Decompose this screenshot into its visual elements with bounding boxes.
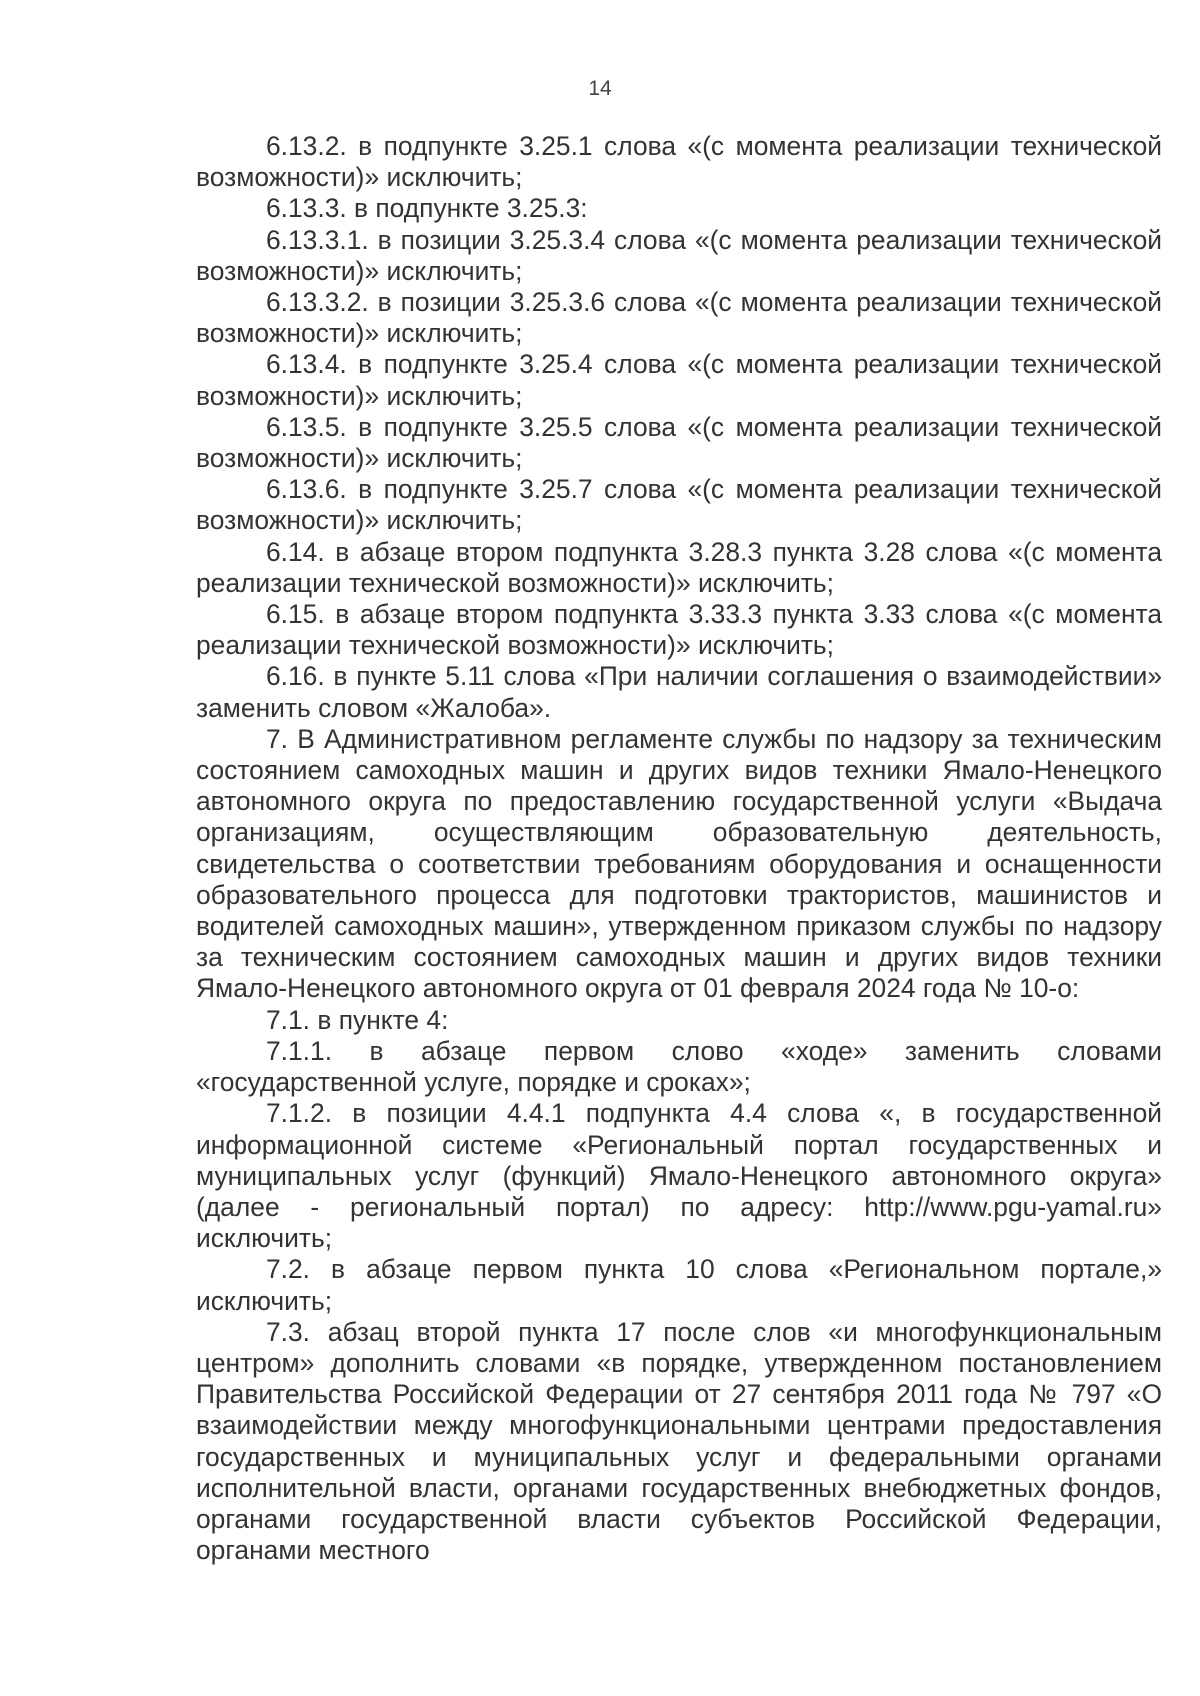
paragraph-6-13-4: 6.13.4. в подпункте 3.25.4 слова «(с момента реализации технической возможности)» исключить; (196, 349, 1162, 411)
paragraph-6-13-6: 6.13.6. в подпункте 3.25.7 слова «(с момента реализации технической возможности)» исключить; (196, 474, 1162, 536)
paragraph-7-3: 7.3. абзац второй пункта 17 после слов «и многофункциональным центром» дополнить словами «в порядке, утвержденном постановлением Правительства Российской Федерации от 27 сентября 2011 года № 797 «О взаимодействии между многофункциональными центрами предоставления государственных и муниципальных услуг и федеральными органами исполнительной власти, органами государственных внебюджетных фондов, органами государственной власти субъектов Российской Федерации, органами местного (196, 1316, 1162, 1566)
paragraph-6-13-3-1: 6.13.3.1. в позиции 3.25.3.4 слова «(с момента реализации технической возможности)» исключить; (196, 224, 1162, 286)
page-number: 14 (588, 77, 612, 100)
paragraph-7-2: 7.2. в абзаце первом пункта 10 слова «Региональном портале,» исключить; (196, 1254, 1162, 1316)
paragraph-6-16: 6.16. в пункте 5.11 слова «При наличии соглашения о взаимодействии» заменить словом «Жалоба». (196, 661, 1162, 723)
paragraph-6-13-5: 6.13.5. в подпункте 3.25.5 слова «(с момента реализации технической возможности)» исключить; (196, 411, 1162, 474)
paragraph-6-13-2: 6.13.2. в подпункте 3.25.1 слова «(с момента реализации технической возможности)» исключить; (196, 131, 1162, 193)
paragraph-6-14: 6.14. в абзаце втором подпункта 3.28.3 пункта 3.28 слова «(с момента реализации технической возможности)» исключить; (196, 536, 1162, 598)
document-body (196, 131, 1162, 1566)
paragraph-7-1: 7.1. в пункте 4: (266, 1004, 449, 1035)
paragraph-6-15: 6.15. в абзаце втором подпункта 3.33.3 пункта 3.33 слова «(с момента реализации технической возможности)» исключить; (196, 599, 1162, 661)
paragraph-6-13-3: 6.13.3. в подпункте 3.25.3: (266, 193, 588, 224)
paragraph-7-1-2: 7.1.2. в позиции 4.4.1 подпункта 4.4 слова «, в государственной информационной системе «Региональный портал государственных и муниципальных услуг (функций) Ямало-Ненецкого автономного округа» (далее - региональный портал) по адресу: http://www.pgu-yamal.ru» исключить; (196, 1098, 1162, 1254)
paragraph-7-1-1: 7.1.1. в абзаце первом слово «ходе» заменить словами «государственной услуге, порядке и сроках»; (196, 1035, 1162, 1098)
paragraph-6-13-3-2: 6.13.3.2. в позиции 3.25.3.6 слова «(с момента реализации технической возможности)» исключить; (196, 287, 1162, 349)
paragraph-7: 7. В Административном регламенте службы по надзору за техническим состоянием самоходных машин и других видов техники Ямало-Ненецкого автономного округа по предоставлению государственной услуги «Выдача организациям, осуществляющим образовательную деятельность, свидетельства о соответствии требованиям оборудования и оснащенности образовательного процесса для подготовки трактористов, машинистов и водителей самоходных машин», утвержденном приказом службы по надзору за техническим состоянием самоходных машин и других видов техники Ямало-Ненецкого автономного округа от 01 февраля 2024 года № 10-о: (196, 723, 1162, 1004)
